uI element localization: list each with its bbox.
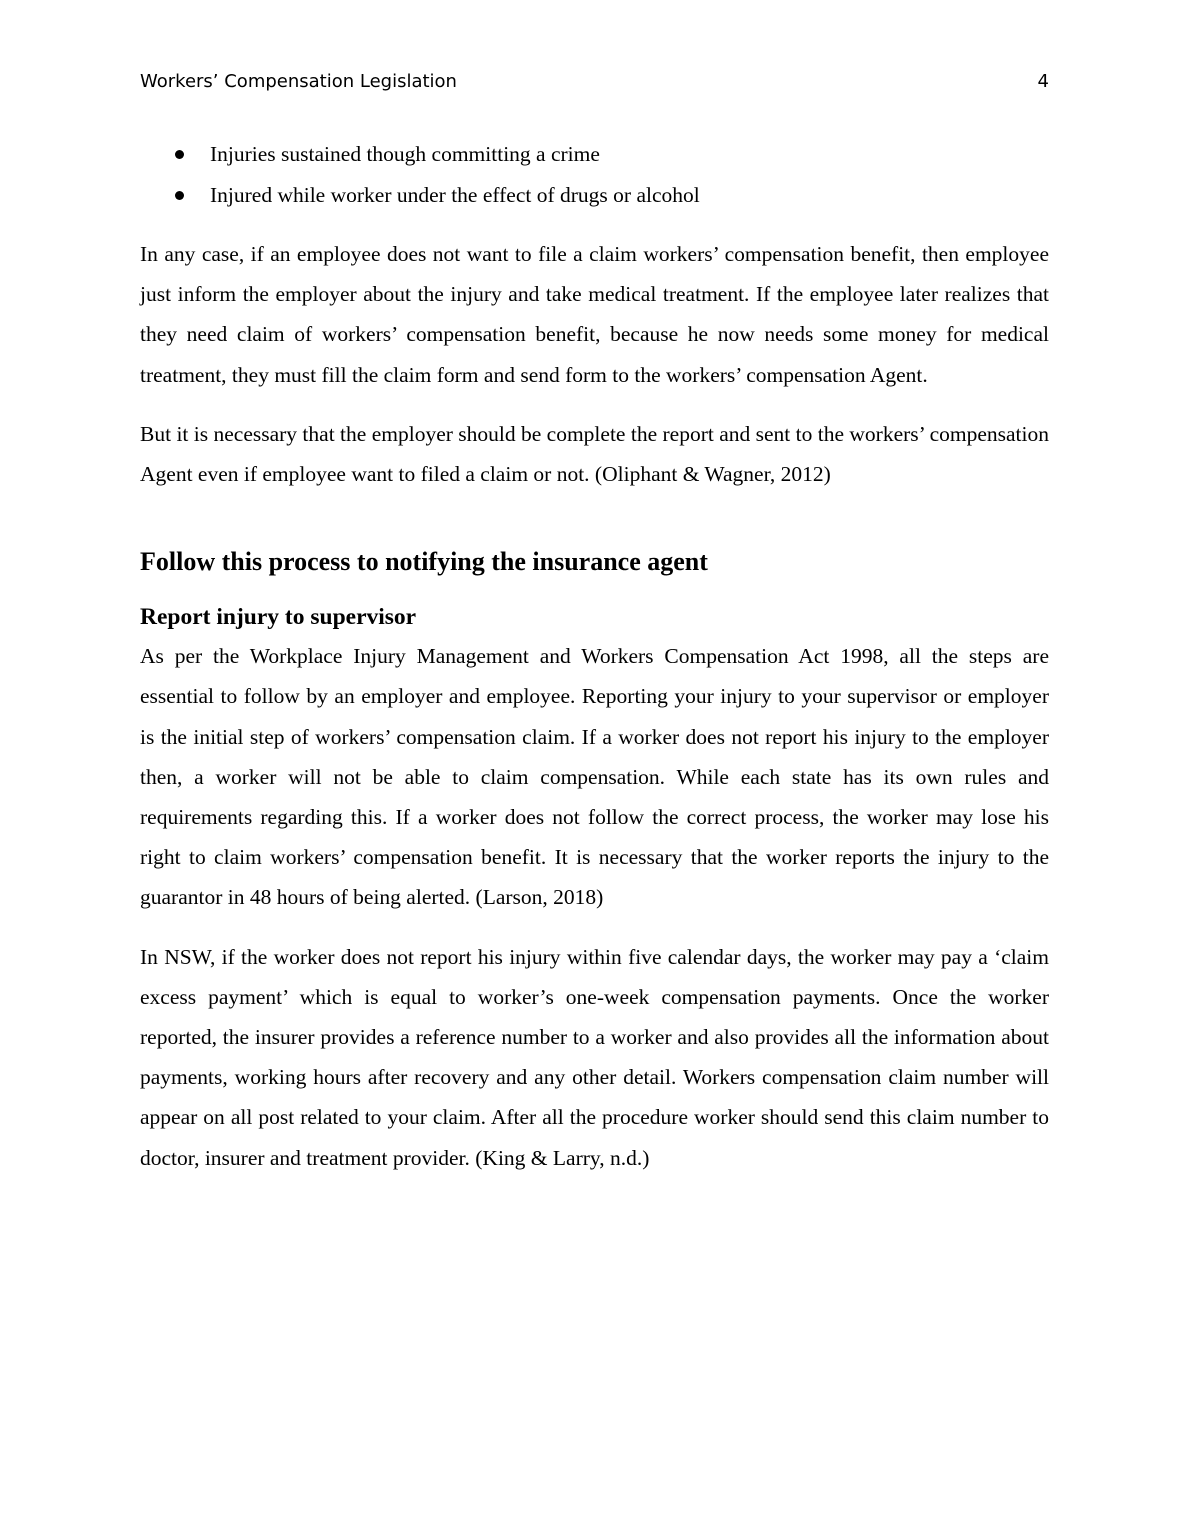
bullet-icon bbox=[175, 191, 184, 200]
body-paragraph: But it is necessary that the employer should be complete the report and sent to the workers’ compensation Agent even if employee want to filed a claim or not. (Oliphant & Wagner, 2012) bbox=[140, 421, 1049, 487]
bullet-item bbox=[140, 134, 1049, 175]
bullet-text: Injured while worker under the effect of drugs or alcohol bbox=[210, 182, 700, 207]
bullet-item bbox=[140, 175, 1049, 216]
running-header bbox=[140, 71, 1049, 97]
body-paragraph: In NSW, if the worker does not report his injury within five calendar days, the worker may pay a ‘claim excess payment’ which is equal to worker’s one-week compensation payments. Once the worker reported, the insurer provides a reference number to a worker and also provides all the information about payments, working hours after recovery and any other detail. Workers compensation claim number will appear on all post related to your claim. After all the procedure worker should send this claim number to doctor, insurer and treatment provider. (King & Larry, n.d.) bbox=[140, 944, 1049, 1170]
body-paragraph: As per the Workplace Injury Management and Workers Compensation Act 1998, all the steps are essential to follow by an employer and employee. Reporting your injury to your supervisor or employer is the initial step of workers’ compensation claim. If a worker does not report his injury to the employer then, a worker will not be able to claim compensation. While each state has its own rules and requirements regarding this. If a worker does not follow the correct process, the worker may lose his right to claim workers’ compensation benefit. It is necessary that the worker reports the injury to the guarantor in 48 hours of being alerted. (Larson, 2018) bbox=[140, 644, 1049, 910]
section-subheading: Report injury to supervisor bbox=[140, 604, 417, 631]
page-number: 4 bbox=[1037, 71, 1049, 92]
bullet-list bbox=[140, 134, 1049, 215]
running-title: Workers’ Compensation Legislation bbox=[140, 71, 457, 92]
bullet-text: Injuries sustained though committing a crime bbox=[210, 142, 600, 166]
body-paragraph: In any case, if an employee does not want to file a claim workers’ compensation benefit, then employee just inform the employer about the injury and take medical treatment. If the employee later realizes that they need claim of workers’ compensation benefit, because he now needs some money for medical treatment, they must fill the claim form and send form to the workers’ compensation Agent. bbox=[140, 242, 1049, 387]
document-body bbox=[140, 134, 1049, 1178]
bullet-icon bbox=[175, 150, 184, 159]
section-heading: Follow this process to notifying the insurance agent bbox=[140, 547, 708, 577]
